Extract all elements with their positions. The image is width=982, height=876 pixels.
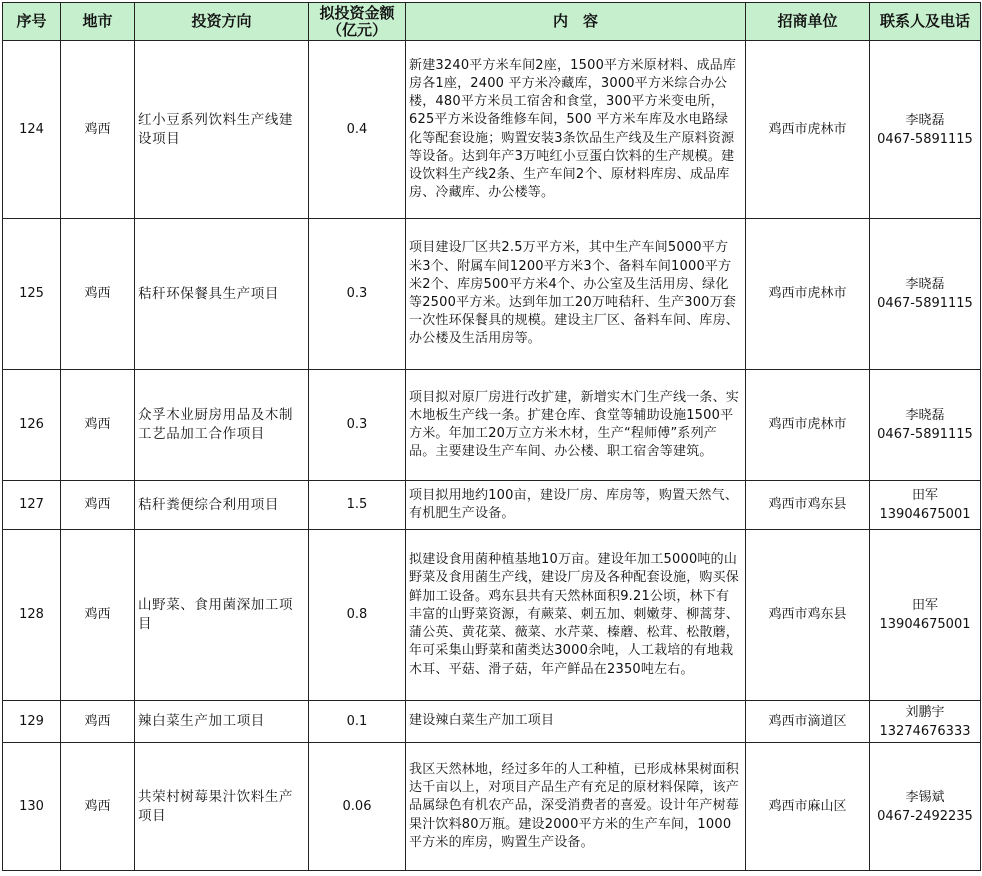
cell-unit: 鸡西市鸡东县: [746, 481, 870, 530]
cell-contact: [870, 481, 981, 530]
cell-city: 鸡西: [61, 370, 135, 481]
cell-seq: 126: [3, 370, 61, 481]
table-row: [3, 370, 981, 481]
cell-unit: 鸡西市麻山区: [746, 743, 870, 871]
contact-phone: 13904675001: [879, 507, 971, 522]
cell-content: 项目拟用地约100亩，建设厂房、库房等，购置天然气、有机肥生产设备。: [406, 481, 746, 530]
cell-city: 鸡西: [61, 743, 135, 871]
cell-amount: 0.1: [309, 701, 406, 743]
cell-unit: 鸡西市虎林市: [746, 370, 870, 481]
cell-contact: [870, 743, 981, 871]
contact-name: 李晓磊: [905, 112, 945, 128]
cell-content: 新建3240平方米车间2座，1500平方米原材料、成品库房各1座，2400 平方米冷藏库，3000平方米综合办公楼，480平方米员工宿舍和食堂，300平方米变电所，625平方米设备维修车间，500 平方米车库及水电路绿化等配套设施；购置安装3条饮品生产线及生产原料资源等设备。达到年产3万吨红小豆蛋白饮料的生产规模。建设饮料生产线2条、生产车间2个、原材料库房、成品库房、冷藏库、办公楼等。: [406, 41, 746, 219]
cell-seq: 129: [3, 701, 61, 743]
table-header-row: [3, 3, 981, 41]
cell-content: 项目拟对原厂房进行改扩建，新增实木门生产线一条、实木地板生产线一条。扩建仓库、食堂等辅助设施1500平方米。年加工20万立方米木材，生产“程师傅”系列产品。主要建设生产车间、办公楼、职工宿舍等建筑。: [406, 370, 746, 481]
cell-seq: 130: [3, 743, 61, 871]
cell-direction: 众孚木业厨房用品及木制工艺品加工合作项目: [135, 370, 309, 481]
header-unit: 招商单位: [746, 3, 870, 41]
cell-unit: 鸡西市虎林市: [746, 41, 870, 219]
contact-name: 李锡斌: [905, 789, 945, 805]
cell-unit: 鸡西市鸡东县: [746, 530, 870, 701]
cell-direction: 红小豆系列饮料生产线建设项目: [135, 41, 309, 219]
cell-city: 鸡西: [61, 530, 135, 701]
cell-seq: 128: [3, 530, 61, 701]
cell-content: 我区天然林地，经过多年的人工种植，已形成林果树面积达千亩以上，对项目产品生产有充足的原材料保障，该产品属绿色有机农产品，深受消费者的喜爱。设计年产树莓果汁饮料80万瓶。建设2000平方米的生产车间，1000平方米的库房，购置生产设备。: [406, 743, 746, 871]
cell-unit: 鸡西市滴道区: [746, 701, 870, 743]
header-city: 地市: [61, 3, 135, 41]
cell-seq: 127: [3, 481, 61, 530]
investment-projects-table: [2, 2, 981, 871]
table-row: [3, 743, 981, 871]
cell-direction: 共荣村树莓果汁饮料生产项目: [135, 743, 309, 871]
cell-city: 鸡西: [61, 481, 135, 530]
cell-direction: 秸秆粪便综合利用项目: [135, 481, 309, 530]
cell-amount: 0.3: [309, 219, 406, 370]
cell-direction: 秸秆环保餐具生产项目: [135, 219, 309, 370]
contact-phone: 0467-5891115: [877, 131, 973, 147]
cell-contact: [870, 370, 981, 481]
cell-content: 项目建设厂区共2.5万平方米，其中生产车间5000平方米3个、附属车间1200平方米3个、备料车间1000平方米2个、库房500平方米4个、办公室及生活用房、绿化等2500平方米。达到年加工20万吨秸秆、生产300万套一次性环保餐具的规模。建设主厂区、备料车间、库房、办公楼及生活用房等。: [406, 219, 746, 370]
header-amount-line1: 拟投资金额: [319, 3, 395, 22]
contact-phone: 0467-5891115: [877, 296, 973, 311]
cell-unit: 鸡西市虎林市: [746, 219, 870, 370]
cell-contact: [870, 530, 981, 701]
header-content: 内 容: [406, 3, 746, 41]
contact-phone: 13274676333: [879, 723, 971, 739]
cell-content: 拟建设食用菌种植基地10万亩。建设年加工5000吨的山野菜及食用菌生产线，建设厂房及各种配套设施，购买保鲜加工设备。鸡东县共有天然林面积9.21公顷，林下有丰富的山野菜资源，有蕨菜、刺五加、刺嫩芽、柳蒿芽、蒲公英、黄花菜、薇菜、水芹菜、榛蘑、松茸、松散蘑，年可采集山野菜和菌类达3000余吨，人工栽培的有地栽木耳、平菇、滑子菇，年产鲜品在2350吨左右。: [406, 530, 746, 701]
header-amount-line2: （亿元）: [326, 20, 387, 39]
cell-city: 鸡西: [61, 41, 135, 219]
contact-name: 李晓磊: [905, 277, 945, 292]
header-contact: 联系人及电话: [870, 3, 981, 41]
table-row: [3, 219, 981, 370]
cell-city: 鸡西: [61, 219, 135, 370]
contact-name: 田军: [911, 488, 938, 503]
cell-seq: 124: [3, 41, 61, 219]
header-seq: 序号: [3, 3, 61, 41]
header-amount: [309, 3, 406, 41]
contact-name: 田军: [911, 598, 938, 613]
contact-phone: 13904675001: [879, 617, 971, 632]
cell-contact: [870, 41, 981, 219]
table-row: [3, 701, 981, 743]
contact-name: 李晓磊: [905, 408, 945, 423]
cell-amount: 1.5: [309, 481, 406, 530]
cell-amount: 0.06: [309, 743, 406, 871]
header-direction: 投资方向: [135, 3, 309, 41]
cell-contact: [870, 701, 981, 743]
contact-phone: 0467-2492235: [877, 808, 973, 824]
cell-direction: 山野菜、食用菌深加工项目: [135, 530, 309, 701]
table-row: [3, 481, 981, 530]
cell-direction: 辣白菜生产加工项目: [135, 701, 309, 743]
contact-phone: 0467-5891115: [877, 427, 973, 442]
cell-city: 鸡西: [61, 701, 135, 743]
cell-seq: 125: [3, 219, 61, 370]
cell-amount: 0.3: [309, 370, 406, 481]
cell-amount: 0.8: [309, 530, 406, 701]
cell-amount: 0.4: [309, 41, 406, 219]
cell-contact: [870, 219, 981, 370]
contact-name: 刘鹏宇: [905, 704, 945, 720]
table-row: [3, 41, 981, 219]
cell-content: 建设辣白菜生产加工项目: [406, 701, 746, 743]
table-row: [3, 530, 981, 701]
